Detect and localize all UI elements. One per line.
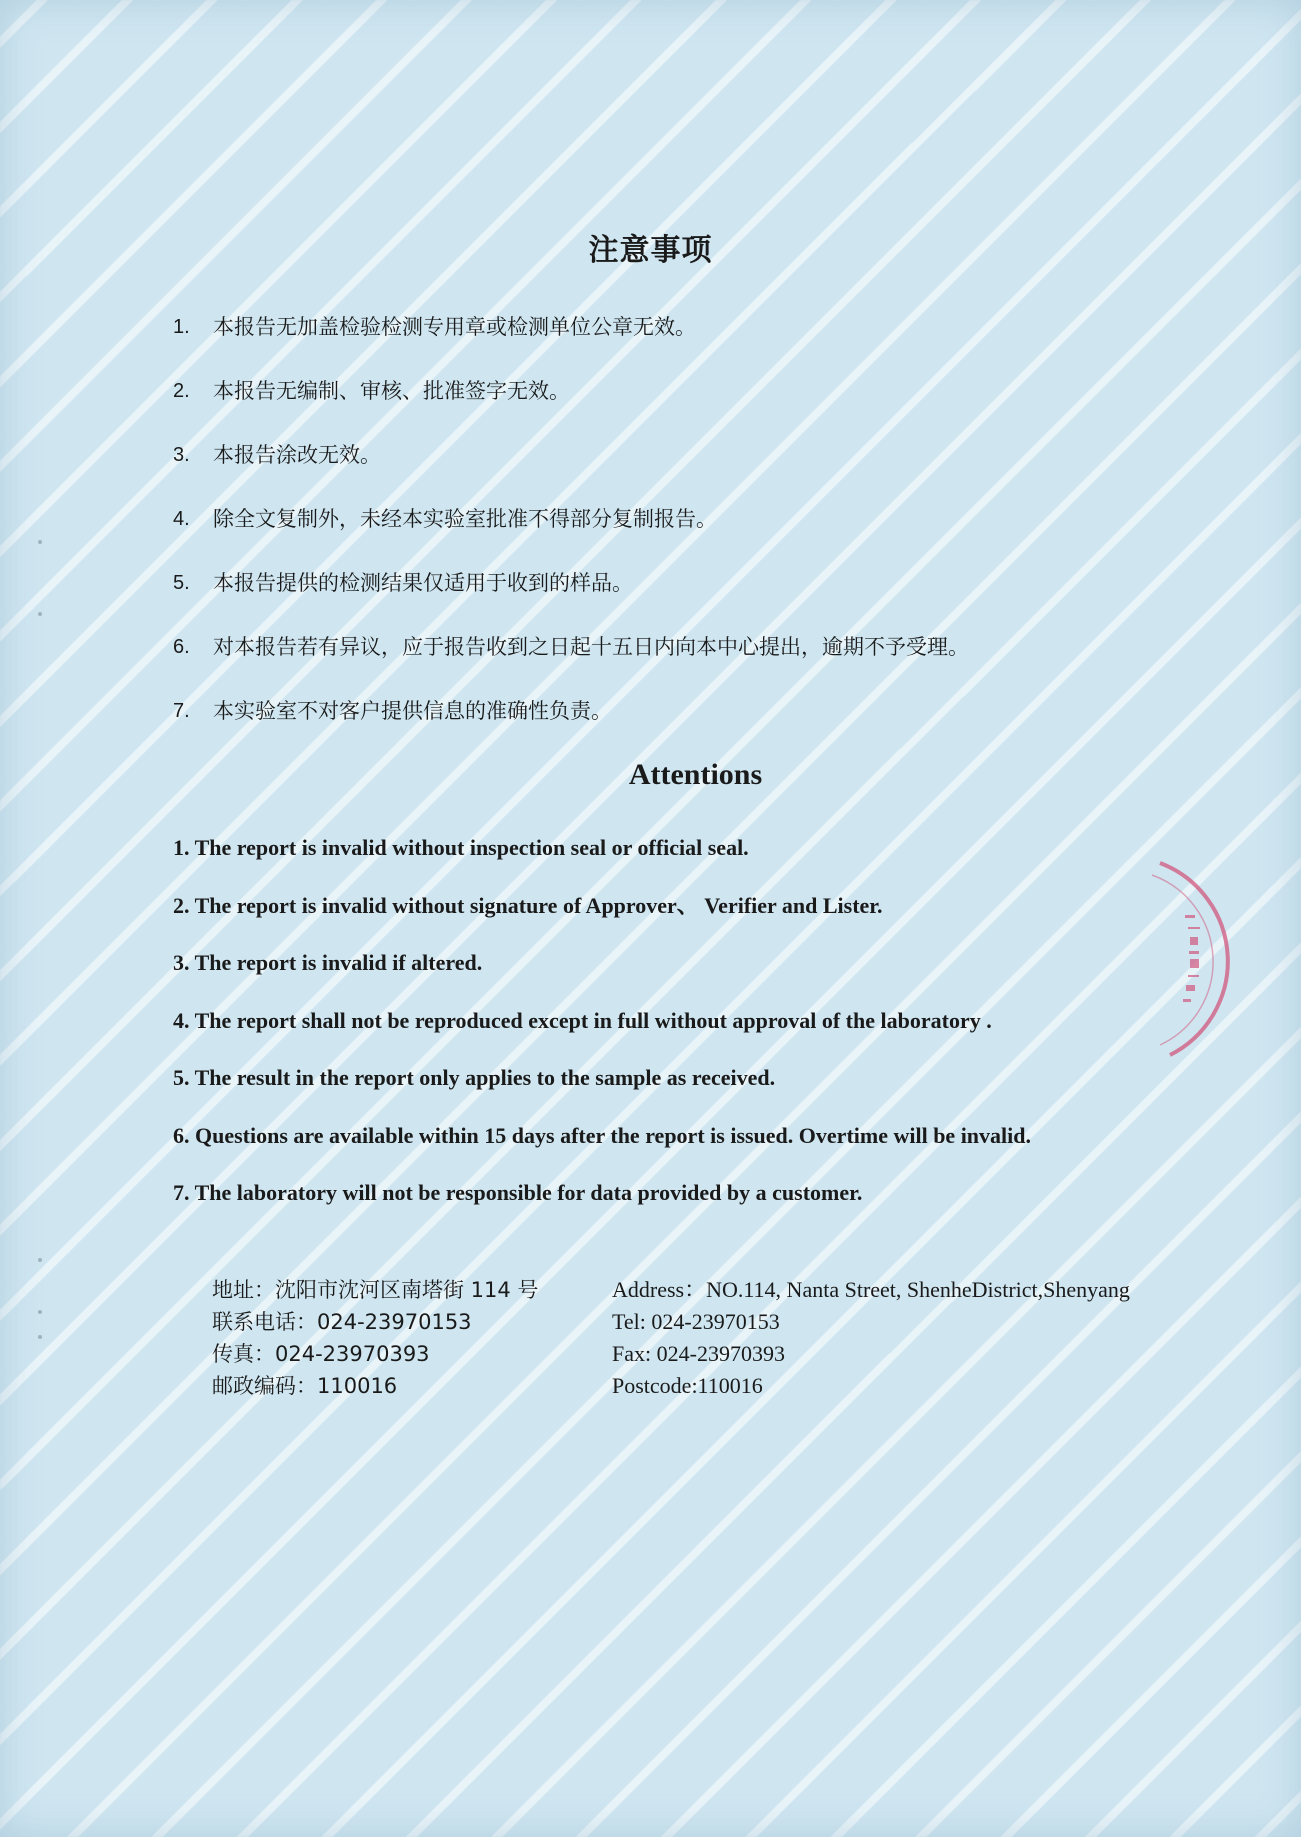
cn-item-text: 本实验室不对客户提供信息的准确性负责。 [213, 699, 612, 723]
cn-notice-item [173, 440, 1173, 504]
en-notice-item: 4. The report shall not be reproduced except in full without approval of the laboratory . [173, 1007, 992, 1033]
cn-item-number: 4. [173, 508, 190, 530]
punch-hole-mark [38, 612, 42, 616]
en-notice-title: Attentions [628, 758, 763, 791]
cn-notice-list [173, 312, 1173, 760]
cn-item-number: 3. [173, 444, 190, 466]
cn-notice-item [173, 376, 1173, 440]
contact-block-cn [212, 1274, 538, 1402]
en-notice-item: 1. The report is invalid without inspection seal or official seal. [173, 835, 749, 860]
cn-item-text: 本报告无加盖检验检测专用章或检测单位公章无效。 [213, 315, 696, 339]
cn-item-number: 5. [173, 572, 190, 594]
cn-item-text: 本报告提供的检测结果仅适用于收到的样品。 [213, 571, 633, 595]
cn-item-number: 6. [173, 636, 190, 658]
cn-item-text: 对本报告若有异议，应于报告收到之日起十五日内向本中心提出，逾期不予受理。 [213, 635, 969, 659]
contact-tel-cn: 联系电话：024-23970153 [212, 1310, 472, 1334]
contact-block-en [612, 1274, 1130, 1402]
cn-item-text: 除全文复制外，未经本实验室批准不得部分复制报告。 [213, 507, 717, 531]
en-notice-item: 2. The report is invalid without signature of Approver、 Verifier and Lister. [173, 892, 883, 918]
cn-notice-item [173, 504, 1173, 568]
en-notice-item: 3. The report is invalid if altered. [173, 950, 483, 975]
en-notice-item: 7. The laboratory will not be responsible for data provided by a customer. [173, 1180, 863, 1205]
contact-fax-en: Fax: 024-23970393 [612, 1341, 785, 1366]
cn-item-number: 1. [173, 316, 190, 338]
contact-tel-en: Tel: 024-23970153 [612, 1309, 780, 1334]
contact-postcode-cn: 邮政编码：110016 [212, 1374, 398, 1398]
cn-notice-item [173, 632, 1173, 696]
cn-notice-item [173, 568, 1173, 632]
cn-notice-title: 注意事项 [588, 233, 713, 268]
en-notice-list [173, 833, 1183, 1236]
punch-hole-mark [38, 1258, 42, 1262]
cn-item-number: 2. [173, 380, 190, 402]
en-notice-item: 5. The result in the report only applies to the sample as received. [173, 1065, 776, 1090]
contact-fax-cn: 传真：024-23970393 [212, 1342, 430, 1366]
en-notice-item: 6. Questions are available within 15 days after the report is issued. Overtime will be invalid. [173, 1122, 1031, 1148]
seal-stamp [1130, 855, 1250, 1075]
cn-item-text: 本报告涂改无效。 [213, 443, 381, 467]
punch-hole-mark [38, 1310, 42, 1314]
cn-notice-item [173, 312, 1173, 376]
punch-hole-mark [38, 540, 42, 544]
punch-hole-mark [38, 1335, 42, 1339]
cn-item-number: 7. [173, 700, 190, 722]
cn-notice-item [173, 696, 1173, 760]
contact-address-cn: 地址：沈阳市沈河区南塔街 114 号 [212, 1278, 539, 1302]
contact-postcode-en: Postcode:110016 [612, 1373, 763, 1398]
contact-address-en: Address：NO.114, Nanta Street, ShenheDistrict,Shenyang [612, 1277, 1130, 1302]
cn-item-text: 本报告无编制、审核、批准签字无效。 [213, 379, 570, 403]
